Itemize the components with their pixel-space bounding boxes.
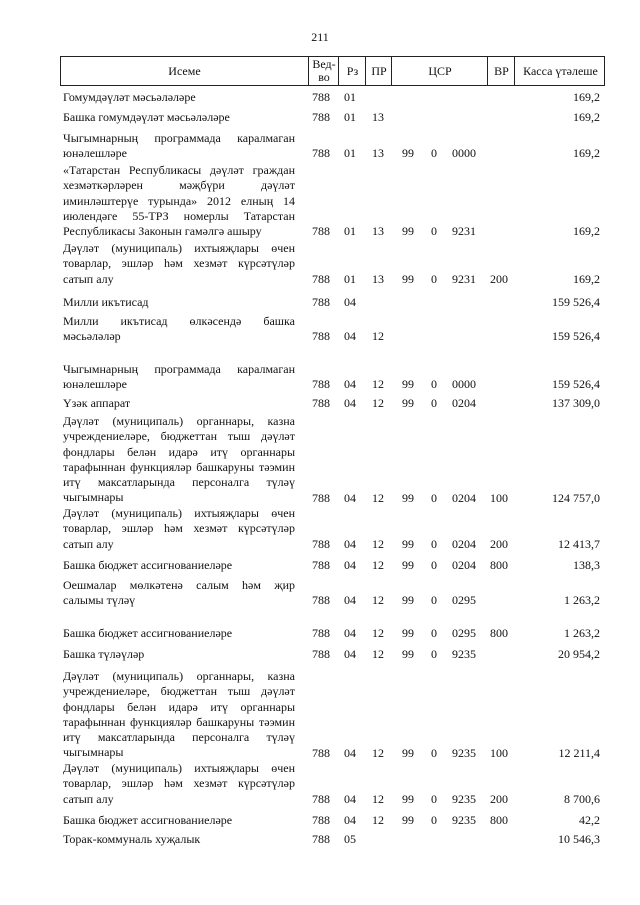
cell-c3: 0000 (452, 146, 476, 161)
row-name: Дәүләт (муниципаль) ихтыяҗлары өчен товарлар, эшләр һәм хезмәт күрсәтүләр сатып алу (63, 761, 295, 806)
cell-ved: 788 (312, 377, 330, 392)
page-number: 211 (311, 30, 329, 44)
cell-ved: 788 (312, 490, 330, 505)
cell-ved: 788 (312, 558, 330, 572)
cell-pr: 12 (372, 813, 384, 827)
cell-ved: 788 (312, 536, 330, 551)
cell-rz: 01 (344, 224, 356, 239)
cell-c1: 99 (402, 396, 414, 410)
cell-sum: 159 526,4 (552, 329, 600, 344)
cell-ved: 788 (312, 146, 330, 161)
cell-sum: 169,2 (573, 110, 600, 124)
cell-pr: 12 (372, 647, 384, 661)
cell-rz: 04 (344, 593, 356, 608)
cell-c1: 99 (402, 558, 414, 572)
row-name: «Татарстан Республикасы дәүләт граждан хезмәткәрләрен мәҗбүри дәүләт иминләштерүе турында» 2012 елның 14 июлендәге 55-ТРЗ номерлы Татарстан Республикасы Законын гамәлгә ашыру (63, 163, 295, 239)
cell-vr: 800 (490, 558, 508, 572)
cell-c3: 9235 (452, 813, 476, 827)
header-name: Исеме (168, 63, 201, 78)
cell-c2: 0 (431, 146, 437, 161)
cell-c3: 0204 (452, 396, 476, 410)
cell-sum: 159 526,4 (552, 295, 600, 309)
row-name: Дәүләт (муниципаль) ихтыяҗлары өчен товарлар, эшләр һәм хезмәт күрсәтүләр сатып алу (63, 241, 295, 286)
cell-c1: 99 (402, 791, 414, 806)
cell-c2: 0 (431, 396, 437, 410)
cell-sum: 159 526,4 (552, 377, 600, 392)
cell-c3: 9235 (452, 745, 476, 760)
cell-c3: 0295 (452, 626, 476, 640)
cell-pr: 12 (372, 396, 384, 410)
cell-c1: 99 (402, 593, 414, 608)
cell-c2: 0 (431, 490, 437, 505)
cell-rz: 04 (344, 490, 356, 505)
cell-c1: 99 (402, 626, 414, 640)
cell-c1: 99 (402, 490, 414, 505)
cell-ved: 788 (312, 396, 330, 410)
cell-c3: 0000 (452, 377, 476, 392)
cell-vr: 200 (490, 271, 508, 286)
cell-pr: 12 (372, 377, 384, 392)
cell-ved: 788 (312, 745, 330, 760)
header-pr: ПР (365, 57, 392, 85)
cell-rz: 04 (344, 295, 356, 309)
cell-pr: 12 (372, 791, 384, 806)
cell-vr: 800 (490, 626, 508, 640)
header-csr: ЦСР (391, 57, 488, 85)
cell-c1: 99 (402, 224, 414, 239)
cell-ved: 788 (312, 791, 330, 806)
cell-ved: 788 (312, 626, 330, 640)
cell-c2: 0 (431, 647, 437, 661)
cell-c3: 0204 (452, 558, 476, 572)
row-name: Милли икътисад (63, 295, 149, 309)
cell-rz: 04 (344, 745, 356, 760)
cell-pr: 13 (372, 110, 384, 124)
cell-ved: 788 (312, 224, 330, 239)
cell-ved: 788 (312, 295, 330, 309)
cell-sum: 137 309,0 (552, 396, 600, 410)
row-name: Башка гомумдәүләт мәсьәләләре (63, 110, 230, 124)
cell-pr: 13 (372, 271, 384, 286)
cell-ved: 788 (312, 593, 330, 608)
cell-c2: 0 (431, 791, 437, 806)
cell-ved: 788 (312, 647, 330, 661)
cell-c1: 99 (402, 146, 414, 161)
cell-sum: 10 546,3 (558, 832, 600, 846)
cell-sum: 12 413,7 (558, 536, 600, 551)
cell-c2: 0 (431, 536, 437, 551)
cell-c3: 9231 (452, 271, 476, 286)
cell-c3: 9235 (452, 791, 476, 806)
cell-vr: 100 (490, 745, 508, 760)
cell-pr: 12 (372, 558, 384, 572)
cell-rz: 01 (344, 110, 356, 124)
row-name: Дәүләт (муниципаль) органнары, казна учреждениеләре, бюджеттан тыш дәүләт фондлары белән идарә итү органнары тарафыннан функцияләр башкаруны тәэмин итү максатларында персоналга түләү чыгымнары (63, 669, 295, 760)
cell-rz: 04 (344, 558, 356, 572)
cell-rz: 04 (344, 377, 356, 392)
cell-sum: 8 700,6 (564, 791, 600, 806)
cell-c2: 0 (431, 377, 437, 392)
cell-c3: 0204 (452, 536, 476, 551)
cell-sum: 1 263,2 (564, 626, 600, 640)
cell-c1: 99 (402, 536, 414, 551)
cell-sum: 124 757,0 (552, 490, 600, 505)
cell-c1: 99 (402, 271, 414, 286)
cell-sum: 20 954,2 (558, 647, 600, 661)
cell-sum: 42,2 (579, 813, 600, 827)
cell-pr: 12 (372, 626, 384, 640)
row-name: Торак-коммуналь хуҗалык (63, 832, 201, 846)
row-name: Дәүләт (муниципаль) органнары, казна учреждениеләре, бюджеттан тыш дәүләт фондлары белән идарә итү органнары тарафыннан функцияләр башкаруны тәэмин итү максатларында персоналга түләү чыгымнары (63, 414, 295, 505)
cell-pr: 12 (372, 536, 384, 551)
cell-sum: 169,2 (573, 271, 600, 286)
cell-c2: 0 (431, 626, 437, 640)
cell-sum: 169,2 (573, 90, 600, 104)
cell-vr: 800 (490, 813, 508, 827)
row-name: Оешмалар мөлкәтенә салым һәм җир салымы түләү (63, 578, 295, 608)
row-name: Дәүләт (муниципаль) ихтыяҗлары өчен товарлар, эшләр һәм хезмәт күрсәтүләр сатып алу (63, 506, 295, 551)
cell-sum: 1 263,2 (564, 593, 600, 608)
header-ved: Вед-во (308, 57, 339, 85)
cell-sum: 12 211,4 (558, 745, 600, 760)
cell-rz: 01 (344, 271, 356, 286)
cell-pr: 12 (372, 745, 384, 760)
cell-ved: 788 (312, 90, 330, 104)
cell-rz: 04 (344, 626, 356, 640)
cell-rz: 04 (344, 791, 356, 806)
table-header (60, 56, 605, 86)
cell-vr: 100 (490, 490, 508, 505)
row-name: Чыгымнарның программада каралмаган юнәлешләре (63, 131, 295, 161)
cell-sum: 138,3 (573, 558, 600, 572)
cell-sum: 169,2 (573, 146, 600, 161)
cell-c1: 99 (402, 745, 414, 760)
cell-rz: 04 (344, 647, 356, 661)
cell-rz: 01 (344, 90, 356, 104)
cell-c2: 0 (431, 224, 437, 239)
cell-c3: 9235 (452, 647, 476, 661)
cell-c3: 0204 (452, 490, 476, 505)
cell-c1: 99 (402, 647, 414, 661)
cell-rz: 04 (344, 813, 356, 827)
cell-c2: 0 (431, 271, 437, 286)
header-vr: ВР (487, 57, 515, 85)
cell-c2: 0 (431, 593, 437, 608)
cell-c2: 0 (431, 813, 437, 827)
cell-pr: 12 (372, 593, 384, 608)
cell-rz: 04 (344, 329, 356, 344)
cell-ved: 788 (312, 329, 330, 344)
row-name: Чыгымнарның программада каралмаган юнәлешләре (63, 362, 295, 392)
cell-rz: 05 (344, 832, 356, 846)
cell-pr: 12 (372, 490, 384, 505)
row-name: Гомумдәүләт мәсьәләләре (63, 90, 196, 104)
row-name: Башка бюджет ассигнованиеләре (63, 813, 233, 827)
row-name: Милли икътисад өлкәсендә башка мәсьәләләр (63, 314, 295, 344)
header-sum: Касса үтәлеше (514, 57, 606, 85)
cell-ved: 788 (312, 271, 330, 286)
cell-ved: 788 (312, 832, 330, 846)
cell-c3: 0295 (452, 593, 476, 608)
cell-sum: 169,2 (573, 224, 600, 239)
cell-c1: 99 (402, 813, 414, 827)
cell-rz: 04 (344, 536, 356, 551)
cell-rz: 04 (344, 396, 356, 410)
cell-vr: 200 (490, 791, 508, 806)
cell-ved: 788 (312, 813, 330, 827)
cell-c3: 9231 (452, 224, 476, 239)
cell-rz: 01 (344, 146, 356, 161)
row-name: Башка бюджет ассигнованиеләре (63, 626, 233, 640)
cell-c2: 0 (431, 745, 437, 760)
cell-c1: 99 (402, 377, 414, 392)
cell-vr: 200 (490, 536, 508, 551)
cell-ved: 788 (312, 110, 330, 124)
row-name: Башка түләүләр (63, 647, 145, 661)
cell-pr: 12 (372, 329, 384, 344)
cell-pr: 13 (372, 224, 384, 239)
row-name: Үзәк аппарат (63, 396, 131, 410)
row-name: Башка бюджет ассигнованиеләре (63, 558, 233, 572)
cell-c2: 0 (431, 558, 437, 572)
cell-pr: 13 (372, 146, 384, 161)
header-rz: Рз (338, 57, 366, 85)
